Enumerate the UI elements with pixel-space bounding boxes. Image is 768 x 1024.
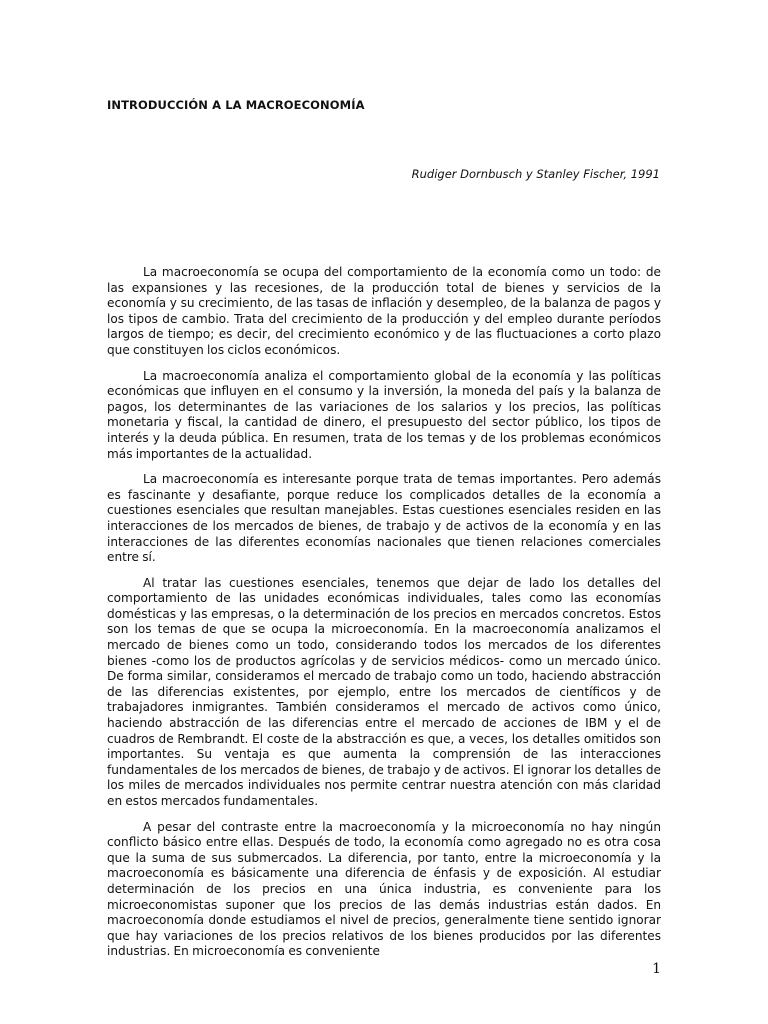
author-line: Rudiger Dornbusch y Stanley Fischer, 1991 xyxy=(411,167,660,181)
paragraph: La macroeconomía analiza el comportamiento global de la economía y las políticas económicas que influyen en el consumo y la inversión, la moneda del país y la balanza de pagos, los determinantes de las variaciones de los salarios y los precios, las políticas monetaria y fiscal, la cantidad de dinero, el presupuesto del sector público, los tipos de interés y la deuda pública. En resumen, trata de los temas y de los problemas económicos más importantes de la actualidad. xyxy=(107,368,661,461)
paragraph: La macroeconomía se ocupa del comportamiento de la economía como un todo: de las expansiones y las recesiones, de la producción total de bienes y servicios de la economía y su crecimiento, de las tasas de inflación y desempleo, de la balanza de pagos y los tipos de cambio. Trata del crecimiento de la producción y del empleo durante períodos largos de tiempo; es decir, del crecimiento económico y de las fluctuaciones a corto plazo que constituyen los ciclos económicos. xyxy=(107,265,661,357)
page-number: 1 xyxy=(652,961,661,977)
paragraph: Al tratar las cuestiones esenciales, tenemos que dejar de lado los detalles del comportamiento de las unidades económicas individuales, tales como las economías domésticas y las empresas, o la determinación de los precios en mercados concretos. Estos son los temas de que se ocupa la microeconomía. En la macroeconomía analizamos el mercado de bienes como un todo, considerando todos los mercados de los diferentes bienes -como los de productos agrícolas y de servicios médicos- como un mercado único. De forma similar, consideramos el mercado de trabajo como un todo, haciendo abstracción de las diferencias existentes, por ejemplo, entre los mercados de científicos y de trabajadores inmigrantes. También consideramos el mercado de activos como único, haciendo abstracción de las diferencias entre el mercado de acciones de IBM y el de cuadros de Rembrandt. El coste de la abstracción es que, a veces, los detalles omitidos son importantes. Su ventaja es que aumenta la comprensión de las interacciones fundamentales de los mercados de bienes, de trabajo y de activos. El ignorar los detalles de los miles de mercados individuales nos permite centrar nuestra atención con más claridad en estos mercados fundamentales. xyxy=(107,575,661,808)
paragraph: A pesar del contraste entre la macroeconomía y la microeconomía no hay ningún conflicto básico entre ellas. Después de todo, la economía como agregado no es otra cosa que la suma de sus submercados. La diferencia, por tanto, entre la microeconomía y la macroeconomía es básicamente una diferencia de énfasis y de exposición. Al estudiar determinación de los precios en una única industria, es conveniente para los microeconomistas suponer que los precios de las demás industrias están dados. En macroeconomía donde estudiamos el nivel de precios, generalmente tiene sentido ignorar que hay variaciones de los precios relativos de los bienes producidos por las diferentes industrias. En microeconomía es conveniente xyxy=(107,819,661,959)
document-title: INTRODUCCIÓN A LA MACROECONOMÍA xyxy=(107,98,365,112)
document-body xyxy=(107,265,661,970)
paragraph: La macroeconomía es interesante porque trata de temas importantes. Pero además es fascinante y desafiante, porque reduce los complicados detalles de la economía a cuestiones esenciales que resultan manejables. Estas cuestiones esenciales residen en las interacciones de los mercados de bienes, de trabajo y de activos de la economía y en las interacciones de las diferentes economías nacionales que tienen relaciones comerciales entre sí. xyxy=(107,472,661,565)
